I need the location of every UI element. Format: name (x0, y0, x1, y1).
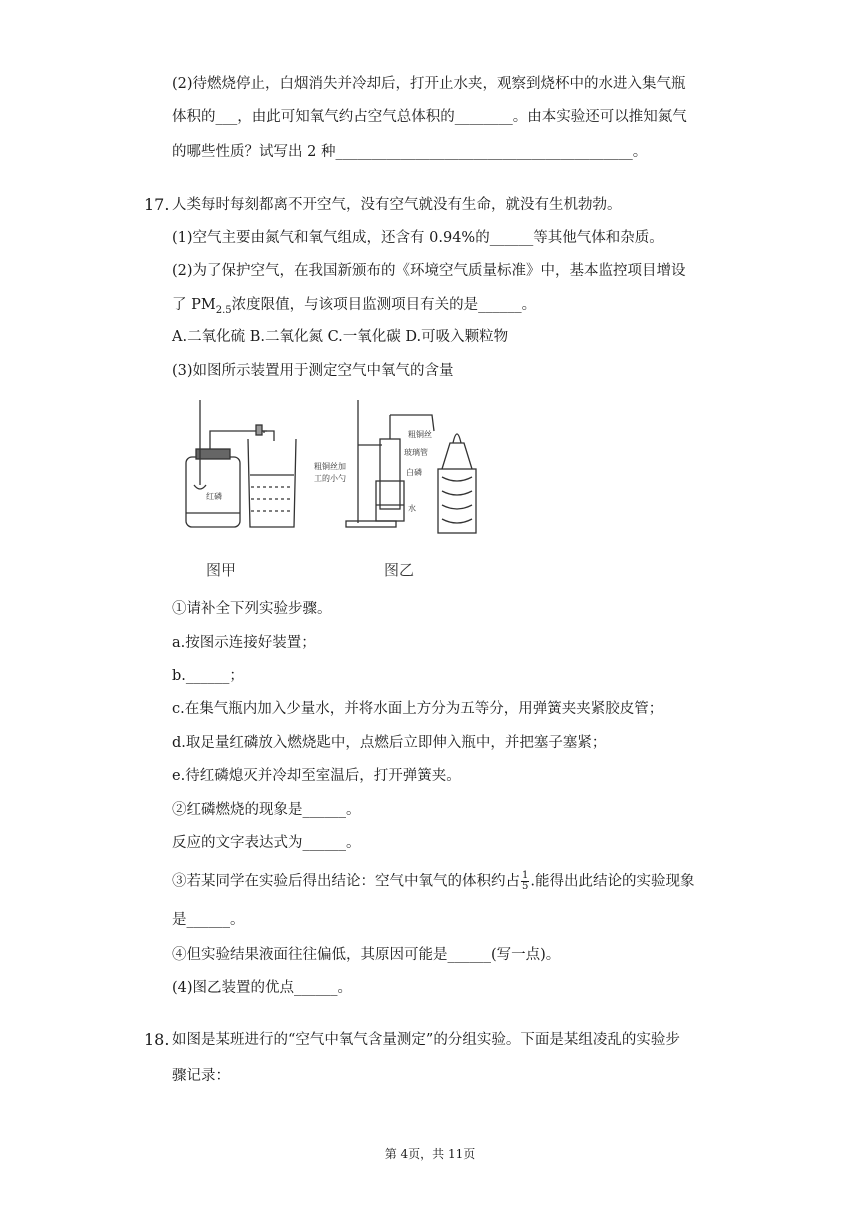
label-cu-tong-si: 粗铜丝 (408, 430, 432, 439)
combustion-spoon (194, 485, 206, 489)
question-number-18: 18. (144, 1030, 170, 1049)
bottle-stopper (196, 449, 230, 459)
q17-step-c: c.在集气瓶内加入少量水，并将水面上方分为五等分，用弹簧夹夹紧胶皮管； (172, 701, 664, 717)
label-shaoshao-1: 粗铜丝加 (314, 462, 346, 471)
q17-step-b: b.______； (172, 668, 244, 684)
iron-stand-base (346, 521, 396, 527)
q17-part4: (4)图乙装置的优点______。 (172, 980, 353, 996)
q17-step-intro: ①请补全下列实验步骤。 (172, 601, 332, 617)
q17-sub3-line1: ③若某同学在实验后得出结论：空气中氧气的体积约占 $\frac{1}{5}$ .能得出此结论的实验现象 (172, 870, 695, 892)
label-shaoshao-2: 工的小勺 (314, 474, 346, 483)
q16-part2-line3: 的哪些性质？试写出 2 种_________________________________________。 (172, 144, 648, 160)
label-bai-lin: 白磷 (406, 468, 422, 477)
q17-part2-line2: 了 $PM_{2.5}$浓度限值，与该项目监测项目有关的是______。 (172, 297, 537, 316)
spring-clip (256, 425, 262, 435)
q17-part1: (1)空气主要由氮气和氧气组成，还含有 0.94%的______等其他气体和杂质。 (172, 230, 664, 246)
q17-sub2-expression: 反应的文字表达式为______。 (172, 835, 361, 851)
apparatus-diagram (172, 395, 502, 585)
q17-step-d: d.取足量红磷放入燃烧匙中，点燃后立即伸入瓶中，并把塞子塞紧； (172, 735, 607, 751)
beaker (248, 439, 296, 527)
page-footer: 第 4页，共 11页 (384, 1147, 476, 1161)
figure-label-jia: 图甲 (206, 561, 237, 579)
question-number-17: 17. (144, 195, 170, 214)
figure-label-yi: 图乙 (384, 561, 415, 579)
q17-part3: (3)如图所示装置用于测定空气中氧气的含量 (172, 363, 454, 379)
label-hongling: 红磷 (206, 492, 222, 501)
q17-sub2: ②红磷燃烧的现象是______。 (172, 802, 361, 818)
q17-part2-line1: (2)为了保护空气，在我国新颁布的《环境空气质量标准》中，基本监控项目增设 (172, 263, 686, 279)
alcohol-lamp (442, 443, 472, 469)
q17-sub3-line2: 是______。 (172, 912, 245, 928)
q18-line2: 骤记录： (172, 1068, 230, 1084)
q18-line1: 如图是某班进行的“空气中氧气含量测定”的分组实验。下面是某组凌乱的实验步 (172, 1032, 680, 1048)
label-bo-li-guan: 玻璃管 (404, 448, 428, 457)
fraction-one-fifth: $\frac{1}{5}$ (522, 870, 529, 892)
glass-tube (380, 439, 400, 509)
q16-part2-line1: (2)待燃烧停止，白烟消失并冷却后，打开止水夹，观察到烧杯中的水进入集气瓶 (172, 76, 686, 92)
q17-step-a: a.按图示连接好装置； (172, 635, 316, 651)
q17-stem: 人类每时每刻都离不开空气，没有空气就没有生命，就没有生机勃勃。 (172, 197, 622, 213)
q17-sub4: ④但实验结果液面往往偏低，其原因可能是______(写一点)。 (172, 947, 561, 963)
q16-part2-line2: 体积的___，由此可知氧气约占空气总体积的________。由本实验还可以推知氮气 (172, 109, 687, 125)
label-shui: 水 (408, 504, 416, 513)
q17-step-e: e.待红磷熄灭并冷却至室温后，打开弹簧夹。 (172, 768, 461, 784)
apparatus-figure (172, 395, 502, 585)
q17-options: A.二氧化硫 B.二氧化氮 C.一氧化碳 D.可吸入颗粒物 (172, 329, 509, 345)
